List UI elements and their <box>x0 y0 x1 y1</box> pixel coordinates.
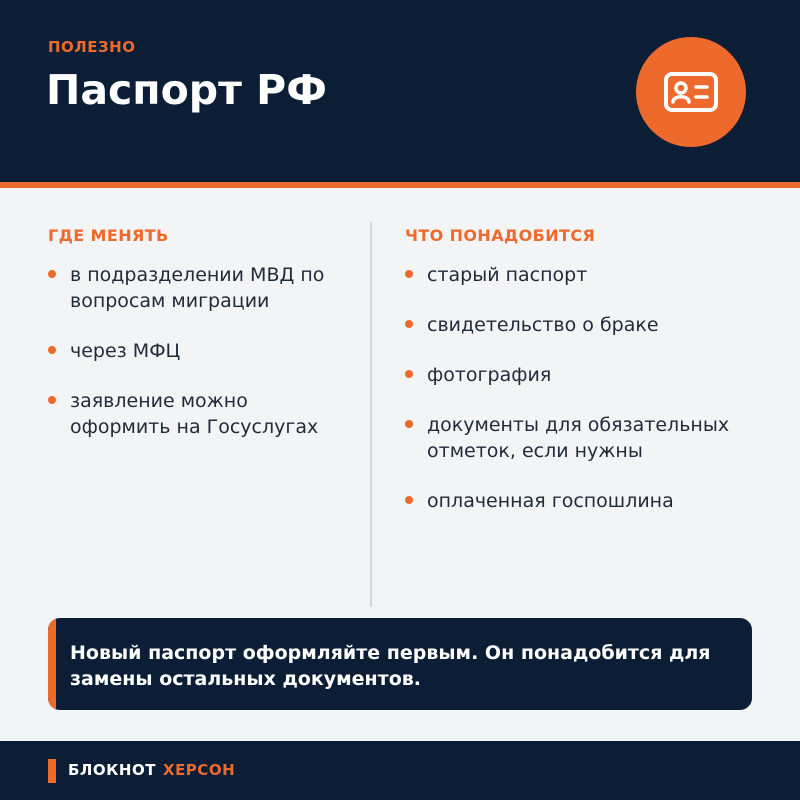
list-item-text: оплаченная госпошлина <box>427 490 674 512</box>
list-item <box>405 262 765 288</box>
right-column-title: ЧТО ПОНАДОБИТСЯ <box>405 226 596 245</box>
required-documents-list <box>405 262 765 538</box>
list-item-text: через МФЦ <box>70 340 181 362</box>
header-kicker: ПОЛЕЗНО <box>48 38 136 56</box>
list-item <box>405 412 765 464</box>
list-item <box>48 338 348 364</box>
bullet-dot <box>405 370 413 378</box>
list-item <box>405 312 765 338</box>
column-divider <box>370 222 372 607</box>
left-column-title: ГДЕ МЕНЯТЬ <box>48 226 169 245</box>
footer-accent-mark <box>48 759 56 783</box>
bullet-dot <box>405 496 413 504</box>
icon-badge <box>636 37 746 147</box>
note-text: Новый паспорт оформляйте первым. Он понадобится для замены остальных документов. <box>70 642 711 690</box>
list-item-text: свидетельство о браке <box>427 314 659 336</box>
footer-city: ХЕРСОН <box>163 761 236 779</box>
list-item-text: фотография <box>427 364 552 386</box>
list-item-text: заявление можно оформить на Госуслугах <box>70 390 319 438</box>
bullet-dot <box>48 270 56 278</box>
footer-brand: БЛОКНОТ <box>68 761 156 779</box>
bullet-dot <box>405 320 413 328</box>
where-to-change-list <box>48 262 348 464</box>
list-item-text: старый паспорт <box>427 264 588 286</box>
list-item <box>48 262 348 314</box>
header <box>0 0 800 182</box>
list-item-text: в подразделении МВД по вопросам миграции <box>70 264 325 312</box>
note-accent-bar <box>48 618 56 710</box>
bullet-dot <box>405 270 413 278</box>
highlight-note <box>48 618 752 710</box>
list-item <box>405 488 765 514</box>
id-card-icon <box>663 68 719 116</box>
bullet-dot <box>405 420 413 428</box>
page-title: Паспорт РФ <box>46 66 327 114</box>
bullet-dot <box>48 346 56 354</box>
list-item <box>48 388 348 440</box>
bullet-dot <box>48 396 56 404</box>
list-item <box>405 362 765 388</box>
header-accent-stripe <box>0 182 800 188</box>
list-item-text: документы для обязательных отметок, если нужны <box>427 414 730 462</box>
footer <box>0 741 800 800</box>
